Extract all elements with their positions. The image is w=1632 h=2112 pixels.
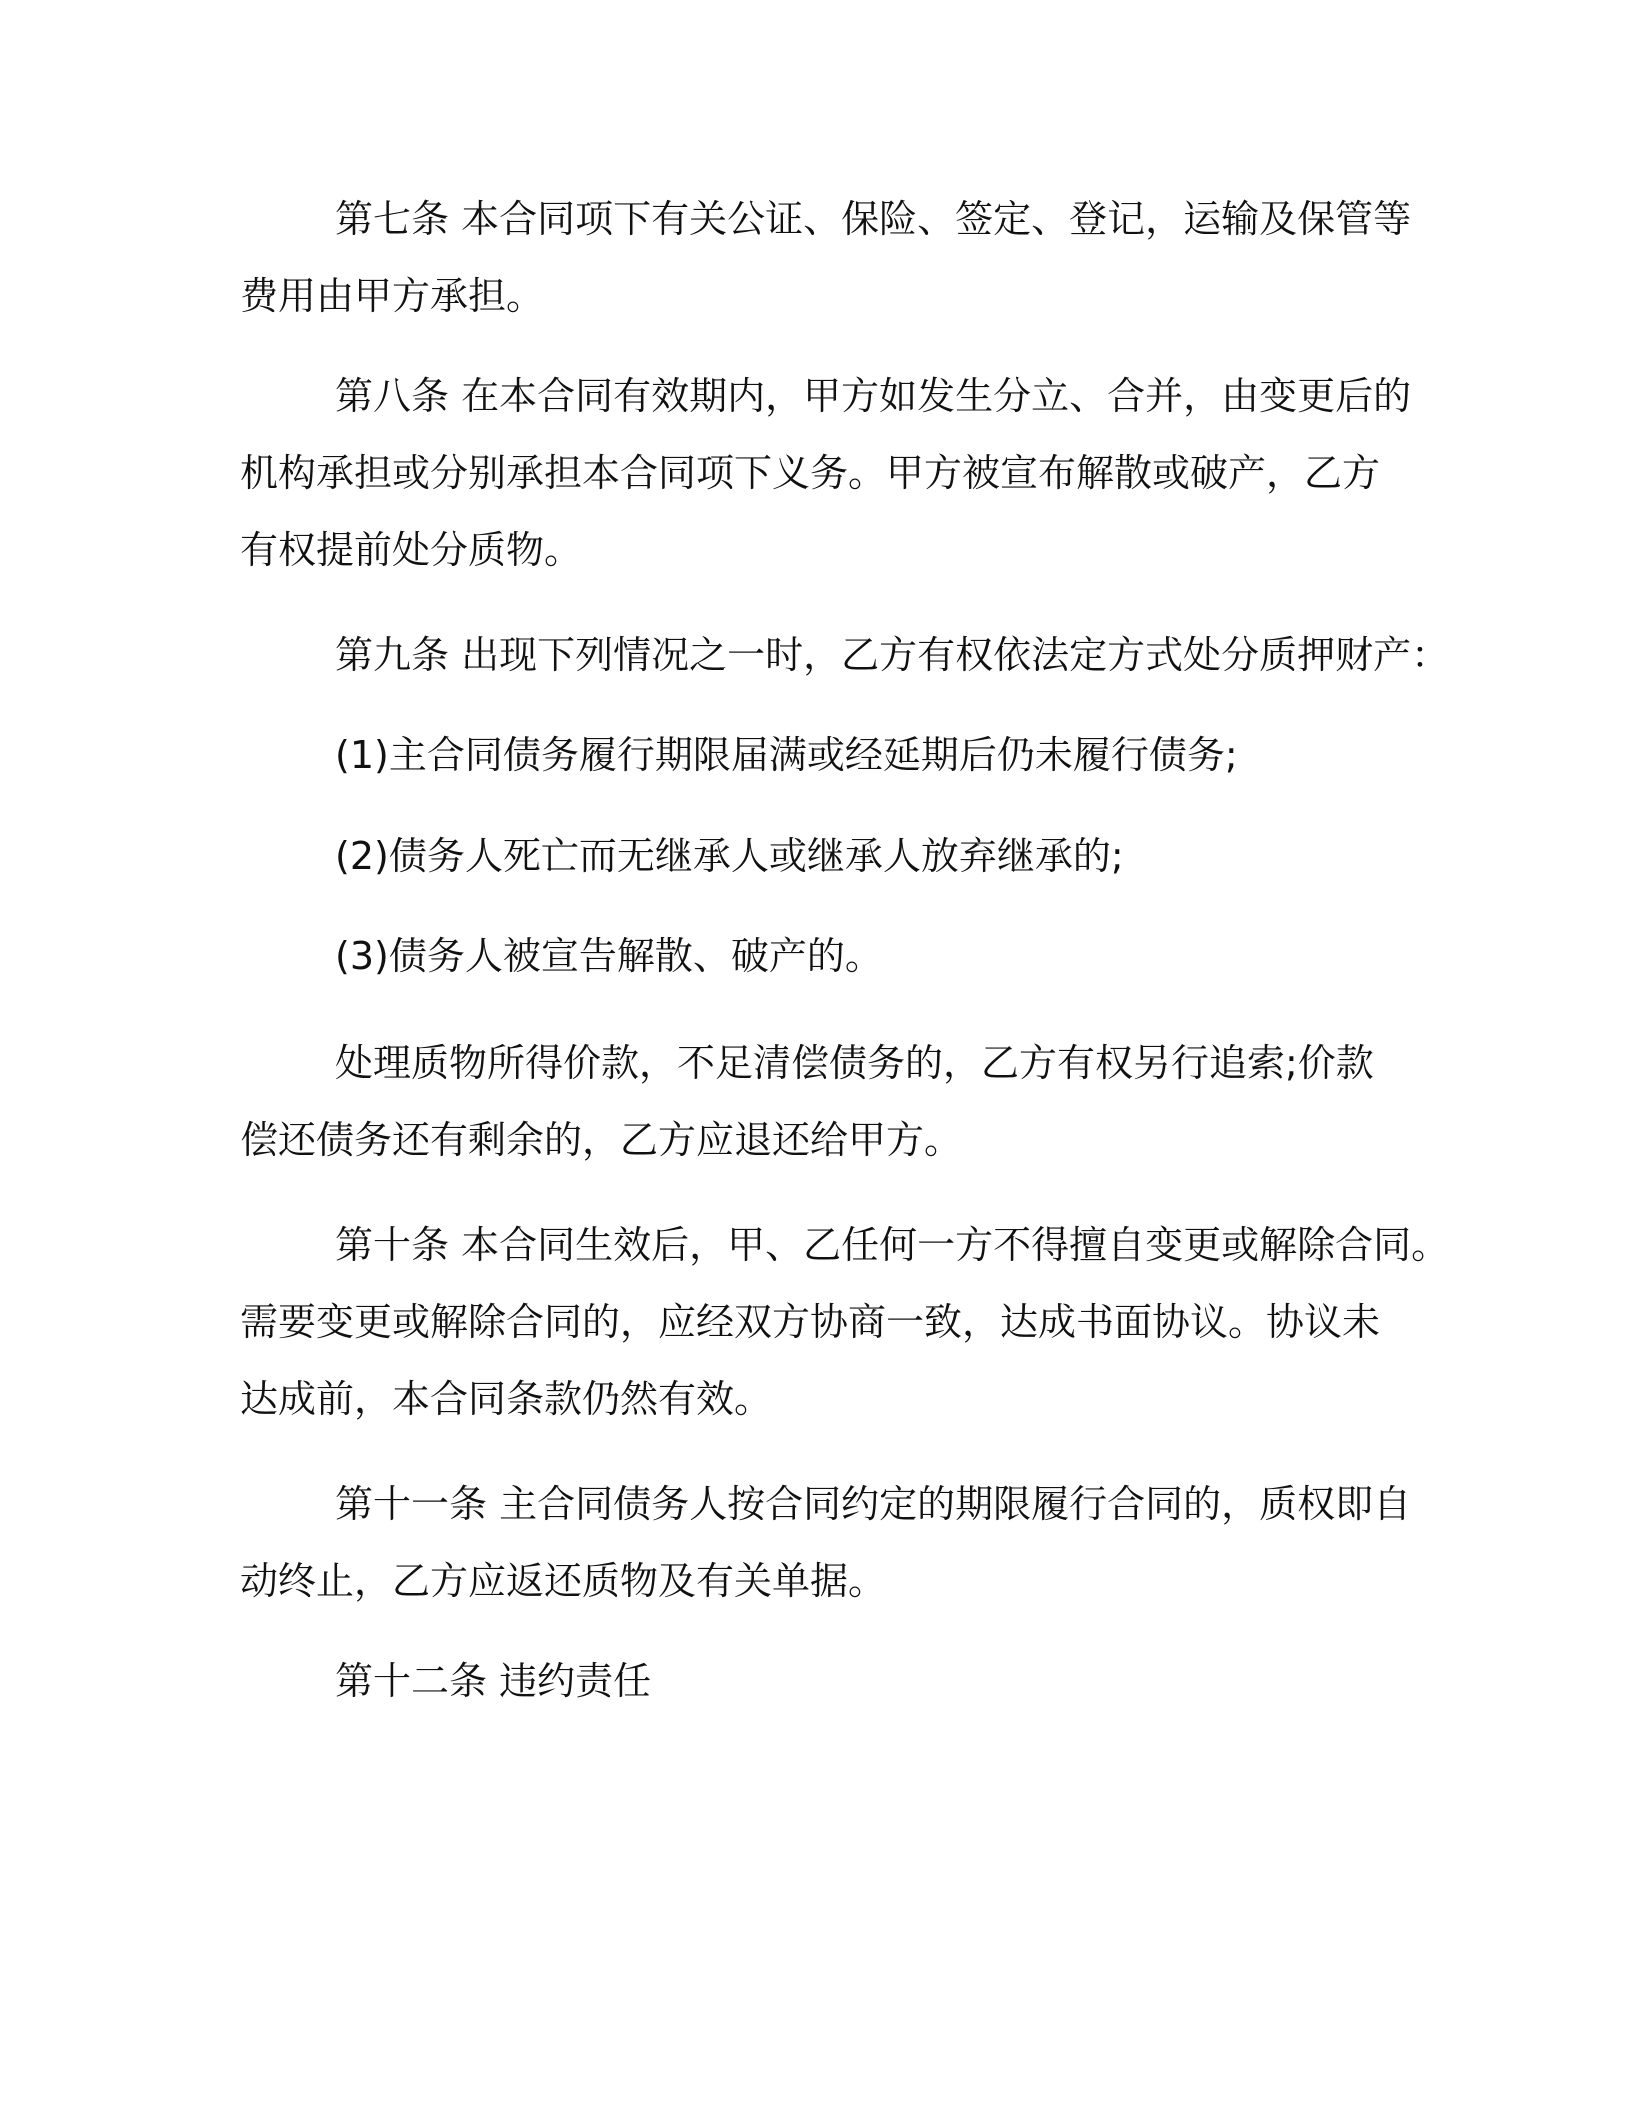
article-10-line-2: 需要变更或解除合同的，应经双方协商一致，达成书面协议。协议未: [240, 1300, 1381, 1344]
disposal-line-1: 处理质物所得价款，不足清偿债务的，乙方有权另行追索;价款: [335, 1041, 1374, 1085]
article-8-line-2: 机构承担或分别承担本合同项下义务。甲方被宣布解散或破产，乙方: [240, 451, 1381, 495]
article-7-line-2: 费用由甲方承担。: [240, 274, 545, 318]
article-11-line-1: 第十一条 主合同债务人按合同约定的期限履行合同的，质权即自: [335, 1482, 1412, 1526]
item-2-line: (2)债务人死亡而无继承人或继承人放弃继承的;: [335, 834, 1124, 878]
article-9-line-1: 第九条 出现下列情况之一时，乙方有权依法定方式处分质押财产：: [335, 633, 1450, 677]
item-1-line: (1)主合同债务履行期限届满或经延期后仍未履行债务;: [335, 733, 1238, 777]
article-8-line-3: 有权提前处分质物。: [240, 528, 583, 572]
article-10-line-3: 达成前，本合同条款仍然有效。: [240, 1377, 773, 1421]
article-12-heading: 第十二条 违约责任: [335, 1659, 652, 1703]
item-3-line: (3)债务人被宣告解散、破产的。: [335, 934, 883, 978]
article-10-line-1: 第十条 本合同生效后，甲、乙任何一方不得擅自变更或解除合同。: [335, 1223, 1450, 1267]
article-11-line-2: 动终止，乙方应返还质物及有关单据。: [240, 1559, 887, 1603]
disposal-line-2: 偿还债务还有剩余的，乙方应退还给甲方。: [240, 1118, 963, 1162]
article-8-line-1: 第八条 在本合同有效期内，甲方如发生分立、合并，由变更后的: [335, 374, 1412, 418]
article-7-line-1: 第七条 本合同项下有关公证、保险、签定、登记，运输及保管等: [335, 197, 1412, 241]
